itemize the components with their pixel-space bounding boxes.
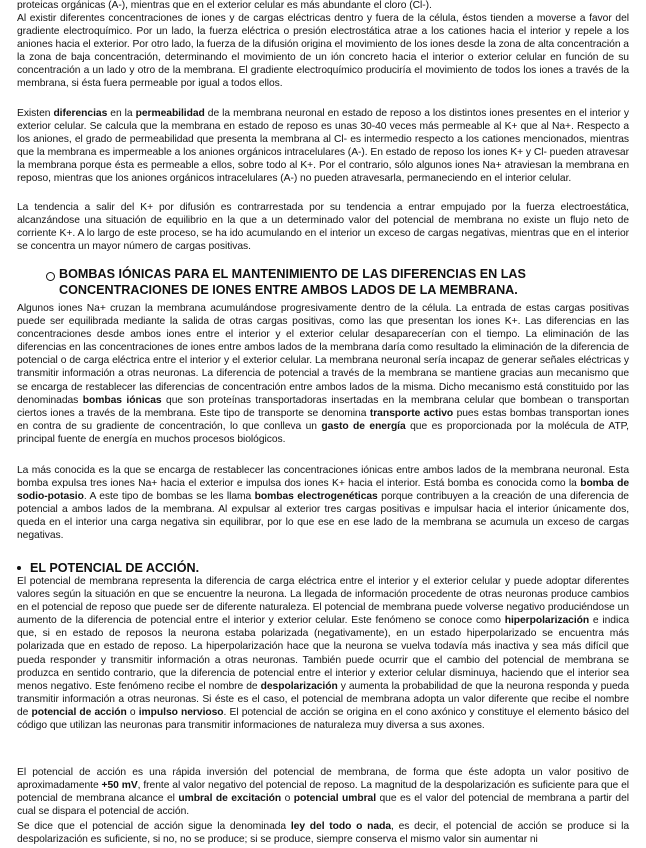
bold-term: hiperpolarización — [504, 615, 590, 627]
bullet-dot-icon — [17, 566, 21, 570]
section2-paragraph-1: El potencial de membrana representa la diferencia de carga eléctrica entre el interior y el exterior celular y puede adoptar diferentes valores según la situación en que se encuentre la neurona. La llegada de información procedente de otras neuronas produce cambios en el potencial de reposo que puede ser de diferente naturaleza. El potencial de membrana puede volverse negativo produciéndose un aumento de la diferencia de potencial entre el interior y exterior celular. Este fenómeno se conoce como hiperpolarización e indica que, si en estado de reposos la neurona estaba polarizada (negativamente), en un estado hiperpolarizado se encuentra más polarizada que en estado de reposo. La hiperpolarización hace que la neurona se vuelva todavía más inactiva y sea más difícil que pueda responder y transmitir información a otras neuronas. También puede ocurrir que el cambio del potencial de membrana se produzca en sentido contrario, que la diferencia de potencial entre el interior y exterior celular disminuya, haciendo que el interior sea menos negativo. Este fenómeno recibe el nombre de despolarización y aumenta la probabilidad de que la neurona responda y pueda transmitir información a otras neuronas. Si éste es el caso, el potencial de membrana adopta un valor diferente que recibe el nombre de potencial de acción o impulso nervioso. El potencial de acción se origina en el cono axónico y constituye el elemento básico del código que utilizan las neuronas para transmitir informaciones de naturaleza muy diversa a sus axones. — [17, 576, 630, 732]
bold-term: bomba de sodio-potasio — [17, 478, 629, 503]
intro-paragraph-4: La tendencia a salir del K+ por difusión es contrarrestada por su tendencia a entrar empujado por la fuerza electroestática, alcanzándose una situación de equilibrio en la que a un determinado valor del potencial de membrana no existe un flujo neto de corriente K+. A lo largo de este proceso, se ha ido acumulando en el interior un exceso de cargas negativas, mientras que en el interior se concentra un mayor número de cargas positivas. — [17, 202, 629, 253]
bold-term: bombas electrogenéticas — [254, 491, 378, 503]
section2-paragraph-2: El potencial de acción es una rápida inversión del potencial de membrana, de forma que éste adopta un valor positivo de aproximadamente +50 mV, frente al valor negativo del potencial de reposo. La magnitud de la despolarización es suficiente para que el potencial de membrana alcance el umbral de excitación o potencial umbral que es el valor del potencial de membrana a partir del cual se dispara el potencial de acción. — [17, 767, 629, 818]
intro-paragraph-2: Al existir diferentes concentraciones de iones y de cargas eléctricas dentro y fuera de la célula, éstos tienden a moverse a favor del gradiente electroquímico. Por un lado, la fuerza eléctrica o presión electrostática atrae a los cationes hacia el interior y repele a los aniones hacia el exterior. Por otro lado, la fuerza de la difusión origina el movimiento de los iones desde la zona de alta concentración a la zona de baja concentración, determinando el movimiento de un ión concreto hacia el interior o exterior celular en función de su concentración a un lado y otro de la membrana. El gradiente electroquímico produciría el movimiento de todos los iones a través de la membrana, si ésta fuera permeable por igual a todos ellos. — [17, 13, 629, 90]
section2-paragraph-3: Se dice que el potencial de acción sigue la denominada ley del todo o nada, es decir, el potencial de acción se produce si la despolarización es suficiente, si no, no se produce; si se produce, siempre conserva el mismo valor sin aumentar ni — [17, 821, 629, 846]
bold-term: umbral de excitación — [178, 793, 282, 805]
intro-paragraph-1: proteicas orgánicas (A-), mientras que en el exterior celular es más abundante el cloro (Cl-). — [17, 0, 432, 11]
section1-paragraph-2: La más conocida es la que se encarga de restablecer las concentraciones iónicas entre ambos lados de la membrana neuronal. Esta bomba expulsa tres iones Na+ hacia el exterior e impulsa dos iones K+ hacia el interior. Está bomba es conocida como la bomba de sodio-potasio. A este tipo de bombas se les llama bombas electrogenéticas porque contribuyen a la creación de una diferencia de potencial a ambos lados de la membrana. Al expulsar al exterior tres cargas positivas e impulsar hacia el interior únicamente dos, queda en el interior una carga negativa sin equilibrar, por lo que ese en ese lado de la membrana se acumula un exceso de cargas negativas. — [17, 465, 629, 542]
section1-paragraph-1: Algunos iones Na+ cruzan la membrana acumulándose progresivamente dentro de la célula. La entrada de estas cargas positivas puede ser equilibrada mediante la salida de otras cargas positivas, como las que presentan los iones K+. Las diferencias en las concentraciones desde ambos iones entre el interior y el exterior celular desaparecerían con el tiempo. La eliminación de las diferencias en las concentraciones de iones entre ambos lados de la membrana daría como resultado la eliminación de la diferencia de potencial o de carga eléctrica entre el interior y el exterior celular. La membrana neuronal sería incapaz de generar señales eléctricas y transmitir información a otras neuronas. La diferencia de potencial a través de la membrana se mantiene gracias aun mecanismo que se encarga de restablecer las diferencias de concentración entre ambos lados de la misma. Dicho mecanismo está constituido por las denominadas bombas iónicas que son proteínas transportadoras insertadas en la membrana celular que bombean o transportan ciertos iones a través de la membrana. Este tipo de transporte se denomina transporte activo pues estas bombas transportan iones en contra de su gradiente de concentración, lo que conlleva un gasto de energía que es proporcionada por la molécula de ATP, principal fuente de energía en muchos procesos biológicos. — [17, 303, 630, 445]
bold-term: despolarización — [260, 680, 338, 692]
bold-term: transporte activo — [369, 407, 454, 419]
bold-term: potencial de acción — [31, 706, 127, 718]
bold-term: permeabilidad — [135, 108, 205, 119]
bold-term: diferencias — [53, 108, 108, 119]
bold-term: +50 mV — [101, 780, 138, 792]
bold-term: impulso nervioso — [138, 706, 224, 718]
section-heading-potencial: EL POTENCIAL DE ACCIÓN. — [30, 561, 200, 575]
bold-term: bombas iónicas — [82, 394, 162, 406]
section-heading-bombas: BOMBAS IÓNICAS PARA EL MANTENIMIENTO DE LAS DIFERENCIAS EN LAS CONCENTRACIONES DE IONES ENTRE AMBOS LADOS DE LA MEMBRANA. — [59, 267, 526, 297]
bullet-ring-icon — [46, 272, 55, 281]
intro-paragraph-3: Existen diferencias en la permeabilidad de la membrana neuronal en estado de reposo a los distintos iones presentes en el interior y exterior celular. Se calcula que la membrana en estado de reposo es unas 30-40 veces más permeable al K+ que al Na+. Respecto a los aniones, el grado de permeabilidad que presenta la membrana al Cl- es intermedio respecto a los cationes mencionados, mientras que la membrana es impermeable a los aniones orgánicos intracelulares (A-). En estado de reposo los iones K+ y Cl- pueden atravesar la membrana porque ésta es permeable a ellos, sobre todo al K+. Por el contrario, sólo algunos iones Na+ atraviesan la membrana en reposo, mientras que los aniones orgánicos intracelulares (A-) no pueden atravesarla, permaneciendo en el interior celular. — [17, 108, 629, 185]
bold-term: gasto de energía — [321, 420, 406, 432]
bold-term: ley del todo o nada — [290, 821, 392, 832]
bold-term: potencial umbral — [293, 793, 377, 805]
